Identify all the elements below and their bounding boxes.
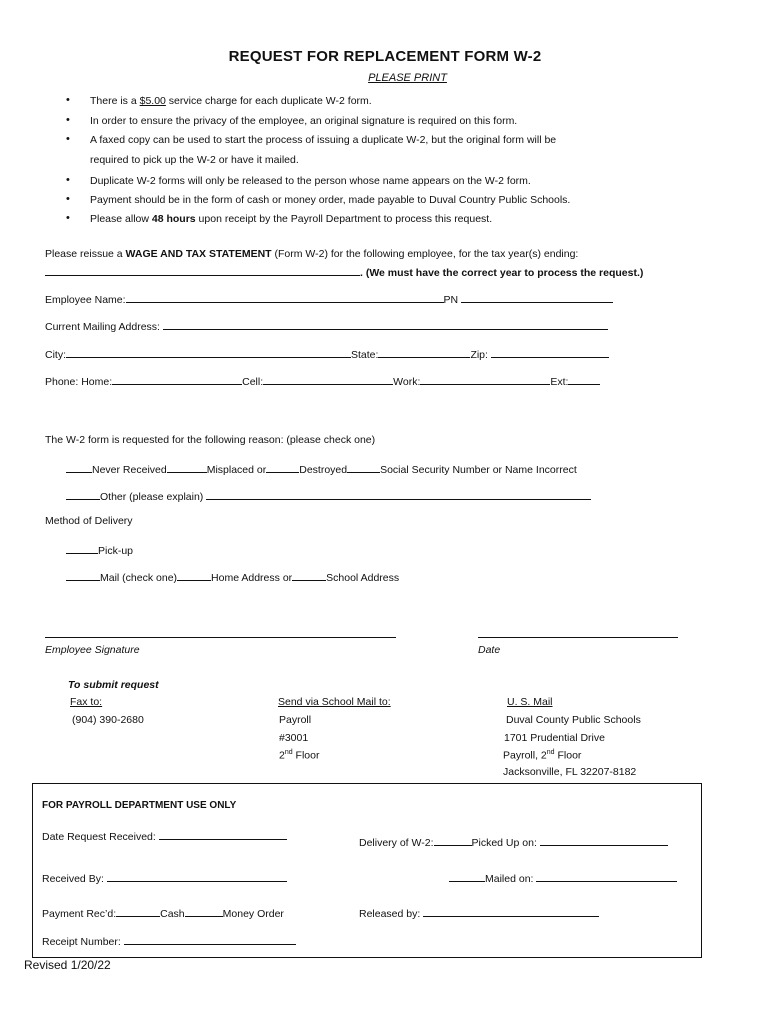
bullet-icon: • — [66, 212, 70, 224]
home-address-checkbox[interactable] — [177, 569, 211, 581]
other-checkbox[interactable] — [66, 488, 100, 500]
school-mail-label: Send via School Mail to: — [278, 696, 391, 708]
cash-checkbox[interactable] — [116, 905, 160, 917]
reason-options-row: Never Received Misplaced or Destroyed Social Security Number or Name Incorrect — [66, 461, 577, 476]
instruction-fax-line1: A faxed copy can be used to start the process of issuing a duplicate W-2, but the original form will be — [90, 134, 557, 146]
work-phone-field[interactable] — [420, 373, 550, 385]
employee-signature-line[interactable] — [45, 637, 396, 638]
form-title: REQUEST FOR REPLACEMENT FORM W-2 — [228, 48, 542, 65]
mailing-address-field[interactable] — [163, 318, 608, 330]
submit-heading: To submit request — [68, 679, 159, 691]
us-mail-line1: Duval County Public Schools — [506, 714, 641, 726]
mailing-address-row: Current Mailing Address: — [45, 318, 608, 333]
bullet-icon: • — [66, 133, 70, 145]
delivery-heading: Method of Delivery — [45, 515, 133, 527]
pickup-row: Pick-up — [66, 542, 133, 557]
released-by-field[interactable] — [423, 905, 599, 917]
us-mail-line4: Jacksonville, FL 32207-8182 — [503, 766, 637, 778]
phone-row: Phone: Home: Cell: Work: Ext: — [45, 373, 600, 388]
receipt-number-row: Receipt Number: — [42, 933, 296, 948]
released-by-row: Released by: — [359, 905, 599, 920]
reason-heading: The W-2 form is requested for the following reason: (please check one) — [45, 434, 376, 446]
delivery-w2-row: Delivery of W-2: Picked Up on: — [359, 834, 668, 849]
please-print-note: PLEASE PRINT — [368, 72, 447, 84]
ssn-incorrect-checkbox[interactable] — [347, 461, 380, 473]
city-field[interactable] — [66, 346, 351, 358]
zip-field[interactable] — [491, 346, 609, 358]
date-received-field[interactable] — [159, 828, 287, 840]
mailed-on-row: Mailed on: — [449, 870, 677, 885]
other-reason-row: Other (please explain) — [66, 488, 591, 503]
misplaced-checkbox[interactable] — [167, 461, 207, 473]
tax-year-field[interactable] — [45, 264, 360, 276]
instruction-processing: Please allow 48 hours upon receipt by the Payroll Department to process this request. — [90, 213, 493, 225]
instruction-release: Duplicate W-2 forms will only be released to the person whose name appears on the W-2 form. — [90, 175, 531, 187]
received-by-row: Received By: — [42, 870, 287, 885]
other-explain-field[interactable] — [206, 488, 591, 500]
payroll-box-heading: FOR PAYROLL DEPARTMENT USE ONLY — [42, 800, 237, 811]
destroyed-checkbox[interactable] — [266, 461, 299, 473]
city-state-zip-row: City: State: Zip: — [45, 346, 609, 361]
fax-label: Fax to: — [70, 696, 103, 708]
bullet-icon: • — [66, 174, 70, 186]
us-mail-line2: 1701 Prudential Drive — [504, 732, 605, 744]
fax-number: (904) 390-2680 — [72, 714, 144, 726]
us-mail-line3: Payroll, 2nd Floor — [503, 749, 582, 762]
instruction-payment: Payment should be in the form of cash or money order, made payable to Duval Country Public Schools. — [90, 194, 571, 206]
home-phone-field[interactable] — [112, 373, 242, 385]
bullet-icon: • — [66, 193, 70, 205]
mailed-checkbox[interactable] — [449, 870, 485, 882]
pickup-checkbox[interactable] — [66, 542, 98, 554]
bullet-icon: • — [66, 114, 70, 126]
payment-row: Payment Rec’d: Cash Money Order — [42, 905, 284, 920]
instruction-privacy: In order to ensure the privacy of the employee, an original signature is required on this form. — [90, 115, 518, 127]
mailed-on-date-field[interactable] — [536, 870, 677, 882]
state-field[interactable] — [378, 346, 470, 358]
mail-checkbox[interactable] — [66, 569, 100, 581]
employee-name-row: Employee Name: PN — [45, 291, 613, 306]
employee-name-field[interactable] — [126, 291, 444, 303]
never-received-checkbox[interactable] — [66, 461, 92, 473]
ext-field[interactable] — [568, 373, 600, 385]
mail-row: Mail (check one) Home Address or School Address — [66, 569, 399, 584]
money-order-checkbox[interactable] — [185, 905, 223, 917]
picked-up-checkbox[interactable] — [434, 834, 472, 846]
instruction-fee: There is a $5.00 service charge for each duplicate W-2 form. — [90, 95, 372, 107]
tax-year-row: . (We must have the correct year to process the request.) — [45, 264, 643, 279]
date-label: Date — [478, 644, 501, 656]
school-mail-line3: 2nd Floor — [279, 749, 320, 762]
bullet-icon: • — [66, 94, 70, 106]
date-received-row: Date Request Received: — [42, 828, 287, 843]
employee-signature-label: Employee Signature — [45, 644, 140, 656]
cell-phone-field[interactable] — [263, 373, 393, 385]
pn-field[interactable] — [461, 291, 613, 303]
revision-date: Revised 1/20/22 — [24, 958, 111, 972]
school-mail-line1: Payroll — [279, 714, 312, 726]
school-address-checkbox[interactable] — [292, 569, 326, 581]
receipt-number-field[interactable] — [124, 933, 296, 945]
reissue-statement: Please reissue a WAGE AND TAX STATEMENT (Form W-2) for the following employee, for the tax year(s) ending: — [45, 248, 579, 260]
picked-up-date-field[interactable] — [540, 834, 668, 846]
fee-amount: $5.00 — [139, 95, 166, 107]
received-by-field[interactable] — [107, 870, 287, 882]
instruction-fax-line2: required to pick up the W-2 or have it mailed. — [90, 154, 299, 166]
us-mail-label: U. S. Mail — [507, 696, 553, 708]
date-line[interactable] — [478, 637, 678, 638]
school-mail-line2: #3001 — [279, 732, 309, 744]
